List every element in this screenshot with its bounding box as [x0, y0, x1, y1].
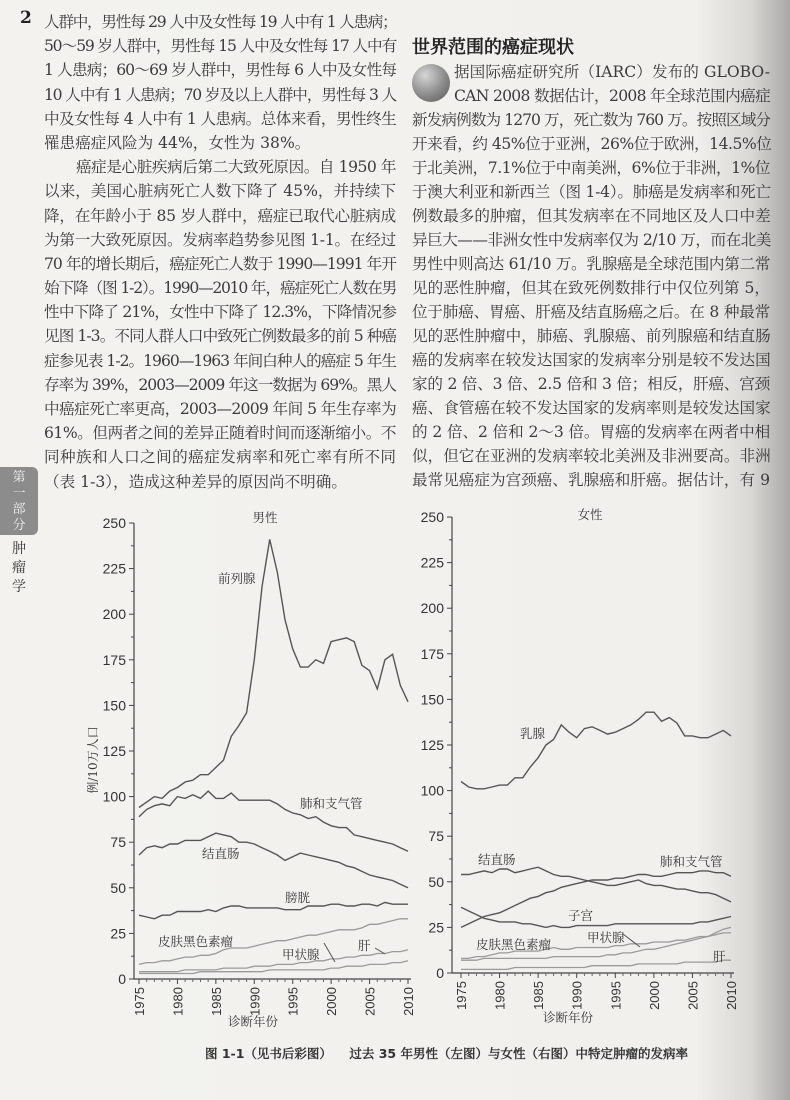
y-tick-label: 0 — [118, 971, 126, 987]
series-line — [461, 712, 731, 789]
x-tick-label: 1980 — [492, 981, 508, 1010]
text-line: 10 人中有 1 人患病；70 岁及以上人群中，男性每 3 人 — [44, 85, 396, 104]
x-tick-label: 2005 — [362, 987, 378, 1016]
x-tick-label: 1975 — [132, 987, 147, 1016]
y-tick-label: 150 — [102, 697, 126, 714]
part-tab-char: 分 — [12, 518, 26, 533]
y-tick-label: 75 — [110, 834, 126, 851]
text-line: 同种族和人口之间的癌症发病率和死亡率有所不同 — [44, 448, 396, 467]
chart-title: 男性 — [252, 510, 278, 525]
text-line: 存率为 39%，2003—2009 年这一数据为 69%。黑人 — [44, 375, 396, 394]
x-tick-label: 2005 — [685, 981, 701, 1010]
text-line: 似，但它在亚洲的发病率较北美洲及非洲要高。非洲 — [412, 447, 771, 465]
text-line: 最常见癌症为宫颈癌、乳腺癌和肝癌。据估计，有 9 — [412, 471, 770, 489]
part-tab-char: 一 — [12, 486, 26, 501]
series-label: 乳腺 — [520, 726, 546, 741]
text-line: 据国际癌症研究所（IARC）发布的 GLOBO- — [454, 63, 770, 81]
series-line — [139, 833, 408, 888]
text-line: 异巨大——非洲女性中发病率仅为 2/10 万，而在北美 — [412, 231, 771, 249]
text-line: 70 年的增长期后，癌症死亡人数于 1990—1991 年开 — [44, 254, 396, 273]
y-axis-title: 例/10万人口 — [86, 726, 100, 794]
y-tick-label: 125 — [420, 737, 444, 753]
y-tick-label: 50 — [110, 879, 126, 896]
text-line: 癌症是心脏疾病后第二大致死原因。自 1950 年 — [76, 158, 396, 177]
series-label: 膀胱 — [285, 890, 311, 905]
text-line: 中癌症死亡率更高，2003—2009 年间 5 年生存率为 — [44, 400, 396, 418]
series-label: 前列腺 — [218, 571, 256, 586]
y-tick-label: 200 — [420, 600, 444, 617]
series-line — [139, 950, 408, 972]
y-tick-label: 25 — [428, 919, 444, 936]
text-line: 中及女性每 4 人中有 1 人患病。总体来看，男性终生 — [44, 109, 396, 128]
series-line — [461, 907, 731, 927]
series-label: 肝 — [358, 938, 371, 953]
y-tick-label: 25 — [110, 925, 126, 942]
text-line: 例数最多的肿瘤，但其发病率在不同地区及人口中差 — [412, 207, 771, 225]
x-tick-label: 1995 — [608, 981, 624, 1010]
x-tick-label: 1980 — [170, 987, 186, 1016]
text-line: 新发病例数为 1270 万，死亡数为 760 万。按照区域分 — [412, 111, 770, 129]
y-tick-label: 0 — [436, 965, 444, 981]
text-line: （表 1-3），造成这种差异的原因尚不明确。 — [44, 472, 347, 491]
series-label: 皮肤黑色素瘤 — [158, 934, 234, 949]
text-line: 人群中，男性每 29 人中及女性每 19 人中有 1 人患病； — [44, 13, 397, 31]
series-label: 子宫 — [568, 908, 594, 923]
subject-label: 肿瘤学 — [12, 541, 26, 595]
text-line: 以来，美国心脏病死亡人数下降了 45%，并持续下 — [44, 182, 396, 201]
text-line: 性中下降了 21%，女性中下降了 12.3%，下降情况参 — [44, 303, 396, 322]
series-label: 甲状腺 — [282, 947, 320, 962]
text-line: 50～59 岁人群中，男性每 15 人中及女性每 17 人中有 — [44, 37, 396, 56]
text-line: 降，在年龄小于 85 岁人群中，癌症已取代心脏病成 — [44, 206, 396, 225]
x-tick-label: 2000 — [324, 987, 340, 1016]
series-label: 皮肤黑色素瘤 — [476, 937, 552, 952]
text-line: 1 人患病；60～69 岁人群中，男性每 6 人中及女性每 — [44, 61, 396, 80]
text-line: 位于肺癌、胃癌、肝癌及结直肠癌之后。在 8 种最常 — [412, 303, 770, 321]
x-tick-label: 2010 — [401, 987, 416, 1016]
text-line: 61%。但两者之间的差异正随着时间而逐渐缩小。不 — [44, 424, 396, 443]
figure-caption: 图 1-1（见书后彩图） 过去 35 年男性（左图）与女性（右图）中特定肿瘤的发病率 — [205, 1046, 688, 1061]
x-tick-label: 1995 — [285, 987, 301, 1016]
y-tick-label: 225 — [102, 560, 126, 577]
series-label: 结直肠 — [202, 846, 240, 861]
series-line — [461, 871, 731, 928]
y-tick-label: 225 — [420, 554, 444, 571]
text-line: 癌、食管癌在较不发达国家的发病率则是较发达国家 — [412, 399, 771, 417]
text-line: 于北美洲，7.1%位于中南美洲，6%位于非洲，1%位 — [412, 159, 770, 177]
text-line: 见的恶性肿瘤，但其在致死例数排行中仅位列第 5， — [412, 279, 770, 297]
text-line: 罹患癌症风险为 44%，女性为 38%。 — [44, 133, 311, 152]
part-tab-char: 部 — [12, 502, 26, 517]
chart-title: 女性 — [577, 507, 603, 522]
text-line: 于澳大利亚和新西兰（图 1-4）。肺癌是发病率和死亡 — [412, 183, 771, 201]
series-label: 肺和支气管 — [300, 796, 363, 811]
y-tick-label: 100 — [420, 782, 444, 799]
series-label: 结直肠 — [478, 852, 516, 867]
text-line: 癌的发病率在较发达国家的发病率分别是较不发达国 — [412, 351, 771, 369]
y-tick-label: 175 — [102, 651, 126, 668]
x-tick-label: 2000 — [646, 981, 662, 1010]
x-tick-label: 1990 — [247, 987, 263, 1016]
series-label: 肝 — [713, 949, 726, 964]
y-tick-label: 250 — [102, 515, 126, 531]
text-line: 始下降（图 1-2）。1990—2010 年，癌症死亡人数在男 — [44, 279, 396, 298]
x-axis-title: 诊断年份 — [227, 1014, 279, 1029]
text-line: 男性中则高达 61/10 万。乳腺癌是全球范围内第二常 — [412, 255, 770, 273]
text-line: 症参见表 1-2。1960—1963 年间白种人的癌症 5 年生 — [44, 351, 396, 370]
y-tick-label: 150 — [420, 691, 444, 708]
page-number: 2 — [20, 8, 32, 28]
text-line: 的 2 倍、2 倍和 2～3 倍。胃癌的发病率在两者中相 — [412, 423, 770, 441]
y-tick-label: 125 — [102, 743, 126, 759]
series-label: 甲状腺 — [587, 930, 625, 945]
series-line — [139, 902, 408, 918]
x-tick-label: 1985 — [531, 981, 547, 1010]
x-tick-label: 2010 — [724, 981, 739, 1010]
series-label: 肺和支气管 — [660, 854, 723, 869]
y-tick-label: 200 — [102, 606, 126, 623]
x-tick-label: 1990 — [569, 981, 585, 1010]
x-tick-label: 1975 — [454, 981, 469, 1010]
y-tick-label: 175 — [420, 645, 444, 662]
text-line: 见图 1-3。不同人群人口中致死亡例数最多的前 5 种癌 — [44, 327, 396, 346]
y-tick-label: 250 — [420, 509, 444, 525]
y-tick-label: 75 — [428, 828, 444, 845]
section-heading: 世界范围的癌症现状 — [412, 37, 574, 58]
text-line: 为第一大致死原因。发病率趋势参见图 1-1。在经过 — [44, 230, 396, 249]
text-line: 见的恶性肿瘤中，肺癌、乳腺癌、前列腺癌和结直肠 — [412, 327, 771, 345]
text-line: CAN 2008 数据估计，2008 年全球范围内癌症 — [454, 87, 770, 105]
x-axis-title: 诊断年份 — [542, 1010, 594, 1025]
series-line — [461, 960, 731, 969]
text-line: 开来看，约 45%位于亚洲，26%位于欧洲，14.5%位 — [412, 135, 772, 153]
series-line — [139, 539, 408, 807]
y-tick-label: 100 — [102, 788, 126, 805]
x-tick-label: 1985 — [208, 987, 224, 1016]
series-line — [139, 791, 408, 851]
part-tab-char: 第 — [12, 470, 26, 485]
y-tick-label: 50 — [428, 873, 444, 890]
text-line: 家的 2 倍、3 倍、2.5 倍和 3 倍；相反，肝癌、宫颈 — [412, 375, 770, 393]
